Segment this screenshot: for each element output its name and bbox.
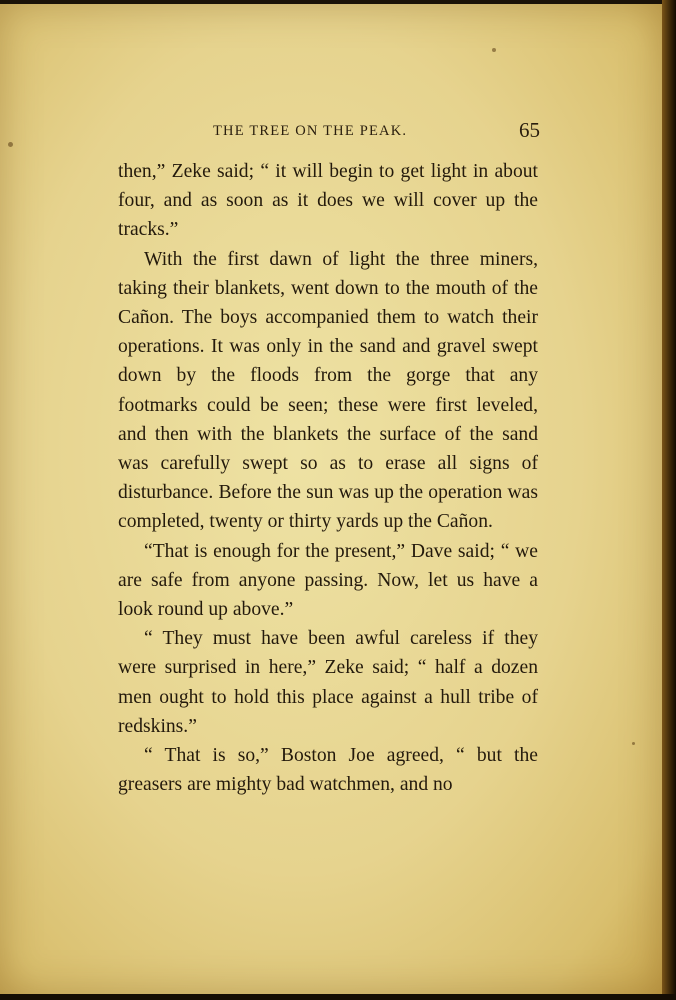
page-bottom-edge — [0, 994, 676, 1000]
paper-speck — [492, 48, 496, 52]
running-title: THE TREE ON THE PEAK. — [213, 123, 408, 139]
book-page — [0, 4, 662, 994]
paragraph: then,” Zeke said; “ it will begin to get light in about four, and as soon as it does we will cover up the tracks.” — [118, 161, 538, 241]
page-header — [118, 118, 540, 144]
page-number: 65 — [519, 118, 540, 142]
paragraph: With the first dawn of light the three miners, taking their blankets, went down to the mouth of the Cañon. The boys accompanied them to watch their operations. It was only in the sand and gravel swept down by the floods from the gorge that any footmarks could be seen; these were first leveled, and then with the blankets the surface of the sand was carefully swept so as to erase all signs of disturbance. Before the sun was up the operation was completed, twenty or thirty yards up the Cañon. — [118, 248, 538, 533]
paragraph: “ They must have been awful careless if they were surprised in here,” Zeke said; “ half a dozen men ought to hold this place against a hull tribe of redskins.” — [118, 628, 538, 737]
book-edge — [662, 0, 676, 1000]
paper-speck — [8, 142, 13, 147]
body-text — [118, 157, 538, 799]
paragraph: “ That is so,” Boston Joe agreed, “ but the greasers are mighty bad watchmen, and no — [118, 745, 538, 796]
paragraph: “That is enough for the present,” Dave said; “ we are safe from anyone passing. Now, let us have a look round up above.” — [118, 540, 538, 621]
paper-speck — [632, 742, 635, 745]
